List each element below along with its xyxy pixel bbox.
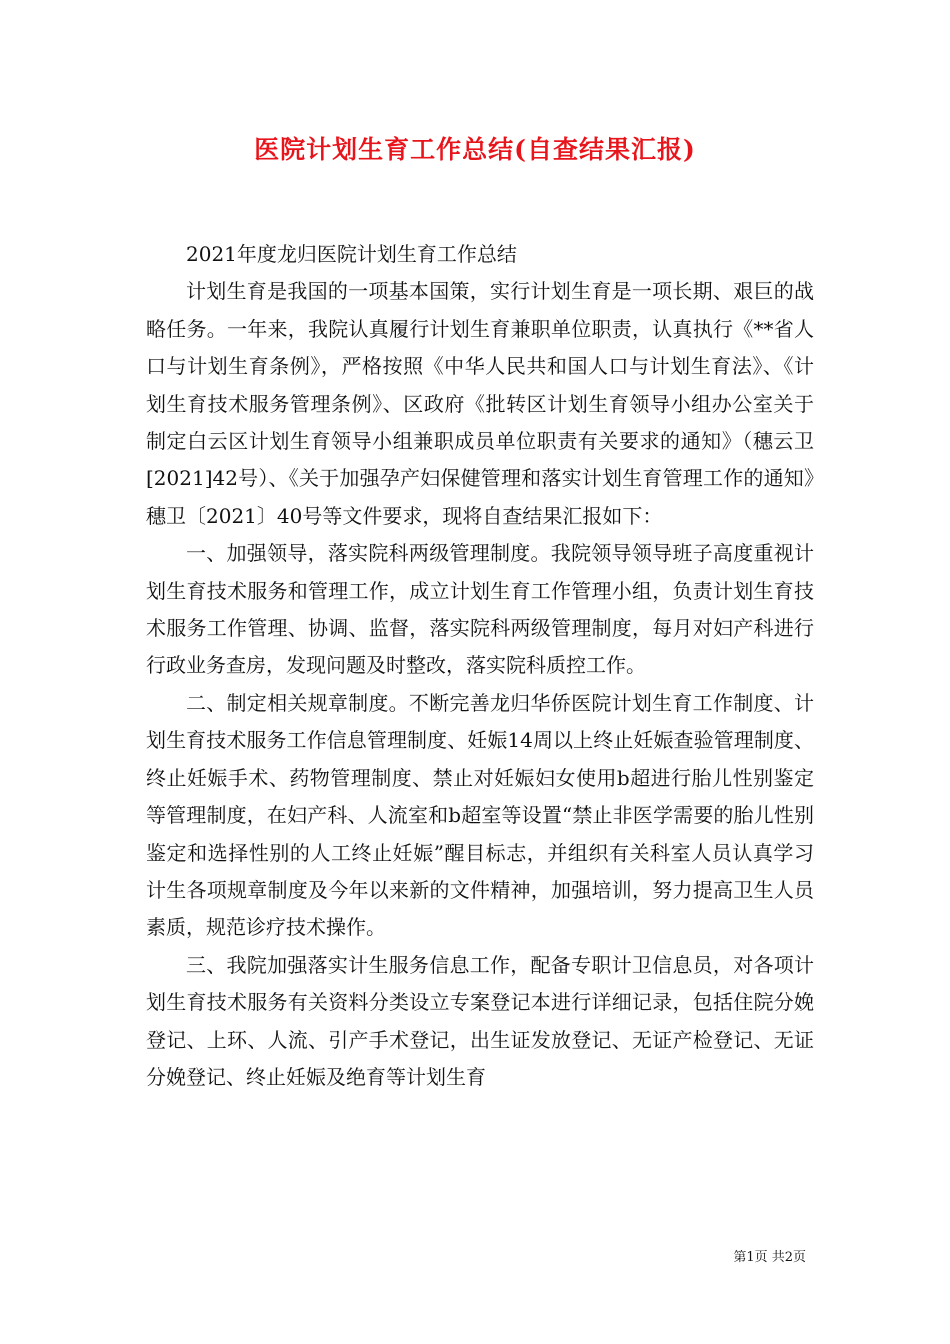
page-number: 第1页 共2页	[733, 1250, 806, 1265]
document-body	[146, 236, 814, 1096]
document-title: 医院计划生育工作总结(自查结果汇报)	[254, 135, 696, 164]
paragraph-intro: 计划生育是我国的一项基本国策，实行计划生育是一项长期、艰巨的战略任务。一年来，我院认真履行计划生育兼职单位职责，认真执行《**省人口与计划生育条例》，严格按照《中华人民共和国人口与计划生育法》、《计划生育技术服务管理条例》、区政府《批转区计划生育领导小组办公室关于制定白云区计划生育领导小组兼职成员单位职责有关要求的通知》（穗云卫[2021]42号）、《关于加强孕产妇保健管理和落实计划生育管理工作的通知》穗卫〔2021〕40号等文件要求，现将自查结果汇报如下：	[146, 279, 814, 528]
paragraph-section-3: 三、我院加强落实计生服务信息工作，配备专职计卫信息员，对各项计划生育技术服务有关资料分类设立专案登记本进行详细记录，包括住院分娩登记、上环、人流、引产手术登记，出生证发放登记、无证产检登记、无证分娩登记、终止妊娠及绝育等计划生育	[146, 952, 814, 1089]
paragraph-section-2: 二、制定相关规章制度。不断完善龙归华侨医院计划生育工作制度、计划生育技术服务工作信息管理制度、妊娠14周以上终止妊娠查验管理制度、终止妊娠手术、药物管理制度、禁止对妊娠妇女使用b超进行胎儿性别鉴定等管理制度，在妇产科、人流室和b超室等设置“禁止非医学需要的胎儿性别鉴定和选择性别的人工终止妊娠”醒目标志，并组织有关科室人员认真学习计生各项规章制度及今年以来新的文件精神，加强培训，努力提高卫生人员素质，规范诊疗技术操作。	[146, 690, 814, 940]
document-subtitle: 2021年度龙归医院计划生育工作总结	[186, 242, 517, 266]
paragraph-section-1: 一、加强领导，落实院科两级管理制度。我院领导领导班子高度重视计划生育技术服务和管理工作，成立计划生育工作管理小组，负责计划生育技术服务工作管理、协调、监督，落实院科两级管理制度，每月对妇产科进行行政业务查房，发现问题及时整改，落实院科质控工作。	[146, 541, 814, 678]
